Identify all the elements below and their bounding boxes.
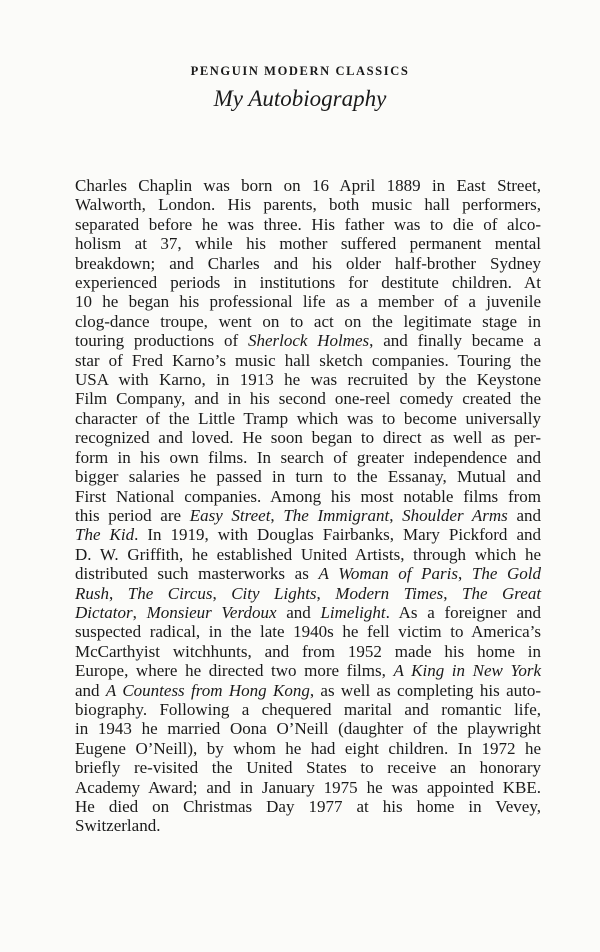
text-line — [75, 797, 541, 816]
text-segment: star of Fred Karno’s music hall sketch companies. Touring the — [75, 350, 541, 370]
text-segment: bigger salaries he passed in turn to the Essanay, Mutual and — [75, 467, 541, 487]
text-line — [75, 622, 541, 641]
italic-title-text: Monsieur Verdoux — [146, 602, 277, 622]
text-segment: briefly re-visited the United States to receive an honorary — [75, 758, 541, 778]
italic-title-text: Modern Times — [335, 583, 444, 603]
text-segment: , — [109, 583, 128, 603]
text-segment: and — [75, 680, 106, 700]
text-segment: clog-dance troupe, went on to act on the legitimate stage in — [75, 311, 541, 331]
text-line — [75, 195, 541, 214]
text-segment: , as well as completing his auto- — [309, 680, 542, 700]
text-segment: breakdown; and Charles and his older half-brother Sydney — [75, 253, 541, 273]
text-segment: touring productions of — [75, 331, 248, 351]
text-line — [75, 642, 541, 661]
biography-text — [75, 176, 541, 836]
italic-title-text: A Countess from Hong Kong — [105, 680, 310, 700]
text-line — [75, 254, 541, 273]
text-segment: , — [316, 583, 336, 603]
text-segment: holism at 37, while his mother suffered permanent mental — [75, 234, 541, 254]
text-line — [75, 506, 541, 525]
text-segment: First National companies. Among his most notable films from — [75, 486, 541, 506]
text-segment: , — [443, 583, 463, 603]
italic-title-text: Easy Street — [189, 505, 271, 525]
text-line — [75, 331, 541, 350]
text-line — [75, 719, 541, 738]
text-segment: separated before he was three. His father was to die of alco- — [75, 214, 541, 234]
text-segment: and — [276, 602, 321, 622]
text-line — [75, 816, 541, 835]
text-line — [75, 409, 541, 428]
text-segment: Academy Award; and in January 1975 he was appointed KBE. — [75, 777, 541, 797]
text-segment: Eugene O’Neill), by whom he had eight children. In 1972 he — [75, 738, 541, 758]
text-line — [75, 564, 541, 583]
italic-title-text: The Great — [462, 583, 542, 603]
text-line — [75, 428, 541, 447]
italic-title-text: The Kid — [75, 525, 135, 545]
text-segment: in 1943 he married Oona O’Neill (daughter of the playwright — [75, 719, 541, 739]
text-segment: D. W. Griffith, he established United Artists, through which he — [75, 544, 541, 564]
book-title: My Autobiography — [213, 86, 387, 111]
text-line — [75, 758, 541, 777]
italic-title-text: Limelight — [320, 602, 386, 622]
italic-title-text: Shoulder Arms — [402, 505, 508, 525]
text-segment: Film Company, and in his second one-reel comedy created the — [75, 389, 541, 409]
text-segment: suspected radical, in the late 1940s he fell victim to America’s — [75, 622, 541, 642]
text-segment: McCarthyist witchhunts, and from 1952 made his home in — [75, 641, 541, 661]
text-segment: this period are — [75, 505, 190, 525]
text-segment: experienced periods in institutions for destitute children. At — [75, 273, 541, 293]
italic-title-text: A Woman of Paris — [318, 564, 458, 584]
text-segment: , — [389, 505, 403, 525]
text-segment: , and finally became a — [369, 331, 541, 351]
text-line — [75, 234, 541, 253]
italic-title-text: Dictator — [75, 602, 133, 622]
text-line — [75, 681, 541, 700]
text-line — [75, 778, 541, 797]
text-segment: . In 1919, with Douglas Fairbanks, Mary Pickford and — [134, 525, 542, 545]
italic-title-text: The Circus — [127, 583, 213, 603]
text-line — [75, 273, 541, 292]
text-line — [75, 700, 541, 719]
text-segment: Europe, where he directed two more films, — [75, 661, 394, 681]
text-segment: USA with Karno, in 1913 he was recruited by the Keystone — [75, 370, 541, 390]
italic-title-text: A King in New York — [393, 661, 541, 681]
text-line — [75, 603, 541, 622]
text-segment: form in his own films. In search of greater independence and — [75, 447, 541, 467]
series-name: PENGUIN MODERN CLASSICS — [190, 64, 410, 78]
text-segment: . As a foreigner and — [385, 602, 542, 622]
text-line — [75, 176, 541, 195]
text-line — [75, 545, 541, 564]
text-line — [75, 215, 541, 234]
text-line — [75, 487, 541, 506]
italic-title-text: Rush — [75, 583, 109, 603]
text-line — [75, 351, 541, 370]
text-line — [75, 739, 541, 758]
text-line — [75, 292, 541, 311]
text-line — [75, 389, 541, 408]
text-segment: character of the Little Tramp which was to become universally — [75, 408, 541, 428]
italic-title-text: The Gold — [471, 564, 542, 584]
text-segment: biography. Following a chequered marital and romantic life, — [75, 699, 541, 719]
text-line — [75, 584, 541, 603]
text-segment: , — [132, 602, 147, 622]
text-line — [75, 312, 541, 331]
text-line — [75, 467, 541, 486]
text-segment: Switzerland. — [75, 816, 161, 836]
text-line — [75, 661, 541, 680]
text-segment: recognized and loved. He soon began to direct as well as per- — [75, 428, 541, 448]
text-segment: and — [507, 505, 541, 525]
text-segment: , — [270, 505, 284, 525]
text-segment: He died on Christmas Day 1977 at his home in Vevey, — [75, 797, 541, 816]
italic-title-text: Sherlock Holmes — [247, 331, 370, 351]
text-line — [75, 525, 541, 544]
text-segment: , — [212, 583, 232, 603]
text-segment: distributed such masterworks as — [75, 564, 319, 584]
text-segment: Walworth, London. His parents, both music hall performers, — [75, 195, 541, 215]
text-line — [75, 448, 541, 467]
italic-title-text: The Immigrant — [283, 505, 390, 525]
text-segment: 10 he began his professional life as a member of a juvenile — [75, 292, 541, 312]
italic-title-text: City Lights — [231, 583, 317, 603]
text-segment: , — [457, 564, 472, 584]
text-line — [75, 370, 541, 389]
text-segment: Charles Chaplin was born on 16 April 1889 in East Street, — [75, 176, 541, 195]
